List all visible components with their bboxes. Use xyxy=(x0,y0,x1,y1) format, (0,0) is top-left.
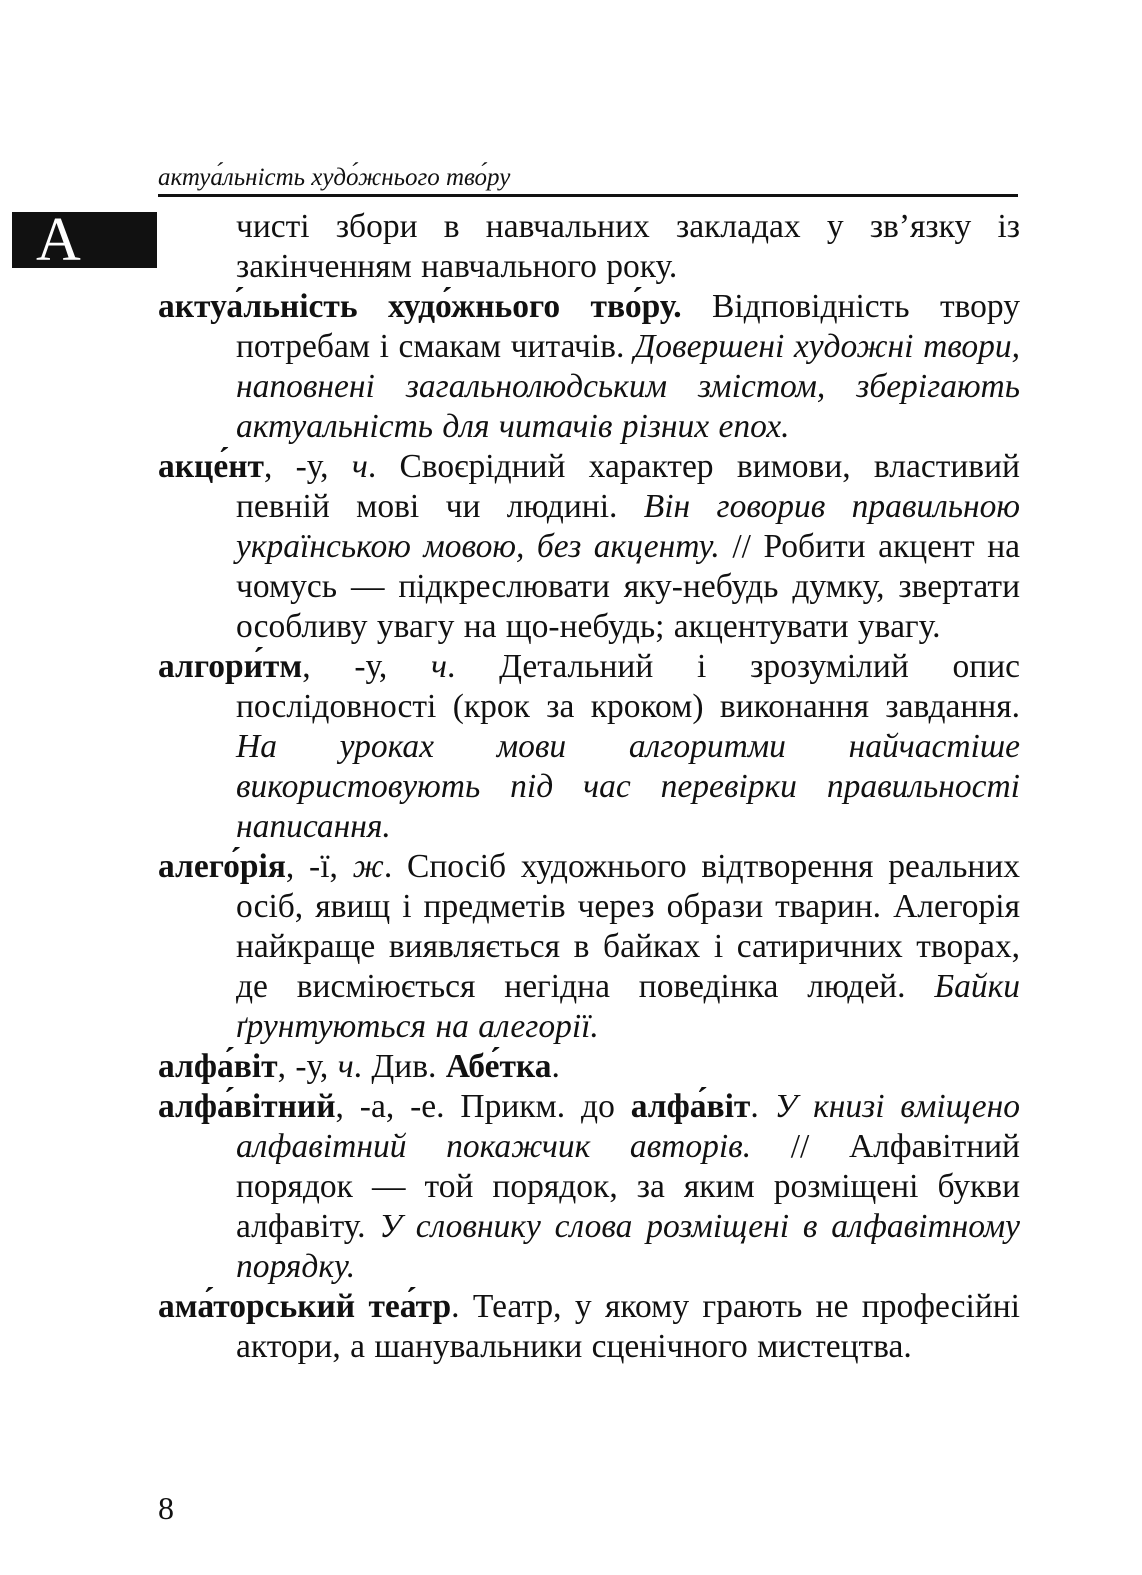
example: Байки ґрунтуються на алегорії. xyxy=(236,968,1020,1045)
definition: . Театр, у якому грають не професійні актори, а шанувальники сценічного мистецтва. xyxy=(236,1288,1020,1365)
cross-reference: алфа́віт xyxy=(630,1088,751,1125)
entry-continuation: чисті збори в навчальних закладах у зв’язку із закінченням навчального року. xyxy=(236,208,1020,285)
entry-alfavitnyi xyxy=(158,1087,1020,1287)
example: Довершені художні твори, наповнені загальнолюдським змістом, зберігають актуальність для читачів різних епох. xyxy=(236,328,1020,445)
headword: ама́торський теа́тр xyxy=(158,1288,452,1325)
definition: . Своєрідний характер вимови, властивий певній мові чи людині. xyxy=(236,448,1020,525)
headword: актуа́льність худо́жнього тво́ру. xyxy=(158,288,682,325)
definition: Відповідність твору потребам і смакам читачів. xyxy=(236,288,1020,365)
example-2: У словнику слова розміщені в алфавітному порядку. xyxy=(236,1208,1020,1285)
headword: алего́рія xyxy=(158,848,286,885)
grammar: , -у, xyxy=(302,648,432,685)
definition: . Спосіб художнього відтворення реальних осіб, явищ і предметів через образи тварин. Алегорія найкраще виявляється в байках і сатиричних творах, де висміюється негідна поведінка людей. xyxy=(236,848,1020,1005)
section-letter-tab xyxy=(12,206,157,274)
definition: . Детальний і зрозумілий опис послідовності (крок за кроком) виконання завдання. xyxy=(236,648,1020,725)
entry-alehoriia xyxy=(158,847,1020,1047)
headword: алгори́тм xyxy=(158,648,303,685)
page-number: 8 xyxy=(158,1490,174,1526)
entry-aktsent xyxy=(158,447,1020,647)
grammar: , -у, xyxy=(263,448,352,485)
gender: ч xyxy=(337,1048,354,1085)
grammar: , -ї, xyxy=(285,848,353,885)
gender: ч xyxy=(351,448,368,485)
example: Він говорив правильною українською мовою, без акценту. xyxy=(236,488,1020,565)
grammar: , -а, -е. Прикм. до xyxy=(335,1088,631,1125)
gender: ч xyxy=(431,648,448,685)
dot: . xyxy=(750,1088,775,1125)
cross-reference: Абе́тка xyxy=(445,1048,552,1085)
headword: алфа́віт xyxy=(158,1048,278,1085)
section-letter: А xyxy=(36,206,81,274)
definition: . Див. xyxy=(353,1048,446,1085)
entry-alfavit xyxy=(158,1047,1020,1087)
entry-aktualnist xyxy=(158,287,1020,447)
grammar: , -у, xyxy=(277,1048,338,1085)
headword: акце́нт xyxy=(158,448,264,485)
gender: ж xyxy=(352,848,384,885)
example: У книзі вміщено алфавітний покажчик авторів. xyxy=(236,1088,1020,1165)
entry-alhorytm xyxy=(158,647,1020,847)
entry-amatorskyi xyxy=(158,1287,1020,1367)
phrase: // Робити акцент на чомусь — підкреслювати яку-небудь думку, звертати особливу увагу на що-небудь; акцентувати увагу. xyxy=(236,528,1020,645)
running-head: актуа́льність худо́жнього тво́ру xyxy=(158,162,1018,197)
example: На уроках мови алгоритми найчастіше використовують під час перевірки правильності написання. xyxy=(236,728,1020,845)
end-punct: . xyxy=(551,1048,560,1085)
phrase: // Алфавітний порядок — той порядок, за яким розміщені букви алфавіту. xyxy=(236,1128,1020,1245)
dictionary-entries xyxy=(158,207,1020,1367)
headword: алфа́вітний xyxy=(158,1088,336,1125)
